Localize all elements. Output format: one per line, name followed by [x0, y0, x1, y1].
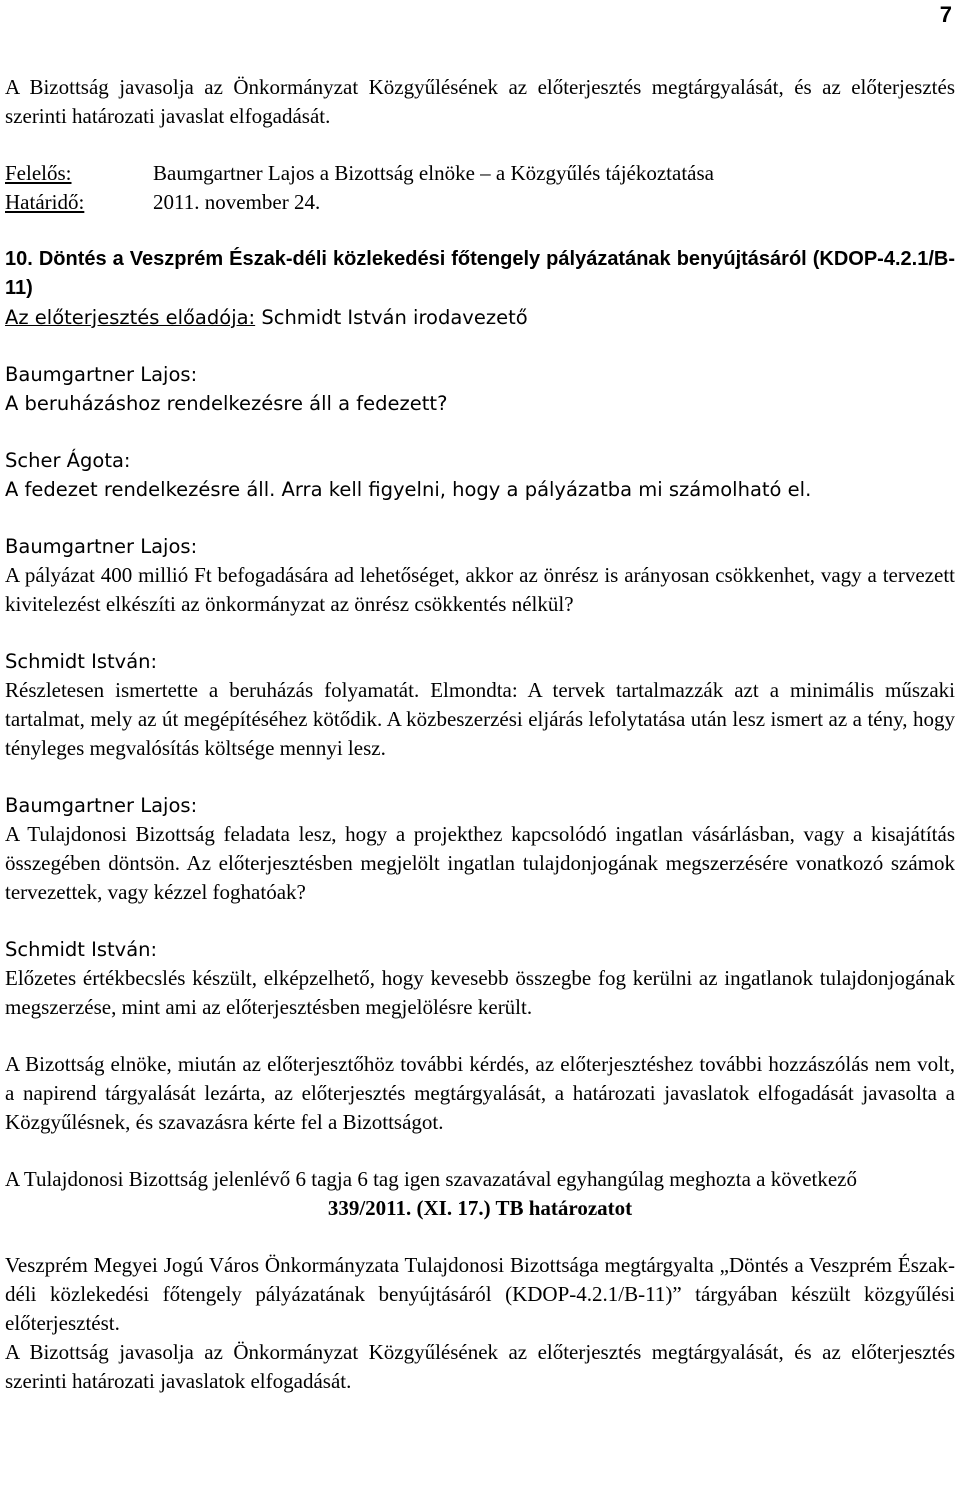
speaker-name: Schmidt István: — [5, 938, 158, 961]
speech-text: A beruházáshoz rendelkezésre áll a fedezett? — [5, 392, 448, 415]
speaker-name: Schmidt István: — [5, 650, 158, 673]
resolution-paragraph-1: Veszprém Megyei Jogú Város Önkormányzata Tulajdonosi Bizottsága megtárgyalta „Döntés a Veszprém Észak-déli közlekedési főtengely pályázatának benyújtásáról (KDOP-4.2.1/B-11)” tárgyában készült közgyűlési előterjesztést. — [5, 1253, 955, 1335]
resolution-paragraph-2: A Bizottság javasolja az Önkormányzat Közgyűlésének az előterjesztés megtárgyalását, és az előterjesztés szerinti határozati javaslatok elfogadását. — [5, 1340, 955, 1393]
speech-text: A pályázat 400 millió Ft befogadására ad lehetőséget, akkor az önrész is arányosan csökkenhet, vagy a tervezett kivitelezést elkészíti az önkormányzat az önrész csökkentés nélkül? — [5, 563, 955, 616]
responsible-row — [5, 159, 955, 188]
presenter-label: Az előterjesztés előadója: — [5, 306, 256, 329]
deadline-label: Határidő: — [5, 190, 85, 214]
deadline-row — [5, 188, 955, 217]
resolution-title: 339/2011. (XI. 17.) TB határozatot — [327, 1196, 633, 1220]
presenter-value: Schmidt István irodavezető — [255, 306, 528, 329]
vote-paragraph: A Tulajdonosi Bizottság jelenlévő 6 tagja 6 tag igen szavazatával egyhangúlag meghozta a következő — [5, 1167, 858, 1191]
speech-text: A fedezet rendelkezésre áll. Arra kell figyelni, hogy a pályázatba mi számolható el. — [5, 478, 812, 501]
speaker-name: Baumgartner Lajos: — [5, 535, 198, 558]
presenter-line — [5, 303, 955, 332]
exchange-5 — [5, 791, 955, 907]
responsible-label: Felelős: — [5, 161, 72, 185]
speech-text: Részletesen ismertette a beruházás folyamatát. Elmondta: A tervek tartalmazzák azt a minimális műszaki tartalmat, mely az út megépítéséhez kötődik. A közbeszerzési eljárás lefolytatása után lesz ismert az a tény, hogy tényleges megvalósítás költsége mennyi lesz. — [5, 678, 955, 760]
speech-text: Előzetes értékbecslés készült, elképzelhető, hogy kevesebb összegbe fog kerülni az ingatlanok tulajdonjogának megszerzése, mint ami az előterjesztésben megjelölésre került. — [5, 966, 955, 1019]
speech-text: A Tulajdonosi Bizottság feladata lesz, hogy a projekthez kapcsolódó ingatlan vásárlásban, vagy a kisajátítás összegében döntsön. Az előterjesztésben megjelölt ingatlan tulajdonjogának megszerzésére vonatkozó számok tervezettek, vagy kézzel foghatóak? — [5, 822, 955, 904]
exchange-4 — [5, 647, 955, 763]
speaker-name: Baumgartner Lajos: — [5, 794, 198, 817]
speaker-name: Baumgartner Lajos: — [5, 363, 198, 386]
exchange-1 — [5, 360, 955, 418]
deadline-value: 2011. november 24. — [153, 190, 321, 214]
intro-paragraph: A Bizottság javasolja az Önkormányzat Közgyűlésének az előterjesztés megtárgyalását, és az előterjesztés szerinti határozati javaslat elfogadását. — [5, 75, 955, 128]
exchange-6 — [5, 935, 955, 1022]
closing-paragraph: A Bizottság elnöke, miután az előterjesztőhöz további kérdés, az előterjesztéshez további hozzászólás nem volt, a napirend tárgyalását lezárta, az előterjesztés megtárgyalását, a határozati javaslatok elfogadását javasolta a Közgyűlésnek, és szavazásra kérte fel a Bizottságot. — [5, 1052, 955, 1134]
exchange-2 — [5, 446, 955, 504]
responsible-value: Baumgartner Lajos a Bizottság elnöke – a Közgyűlés tájékoztatása — [153, 161, 714, 185]
agenda-item-title: 10. Döntés a Veszprém Észak-déli közlekedési főtengely pályázatának benyújtásáról (KDOP-4.2.1/B-11) — [5, 248, 955, 299]
speaker-name: Scher Ágota: — [5, 449, 131, 472]
page-number: 7 — [939, 2, 952, 27]
exchange-3 — [5, 532, 955, 619]
document-page — [5, 0, 955, 1396]
